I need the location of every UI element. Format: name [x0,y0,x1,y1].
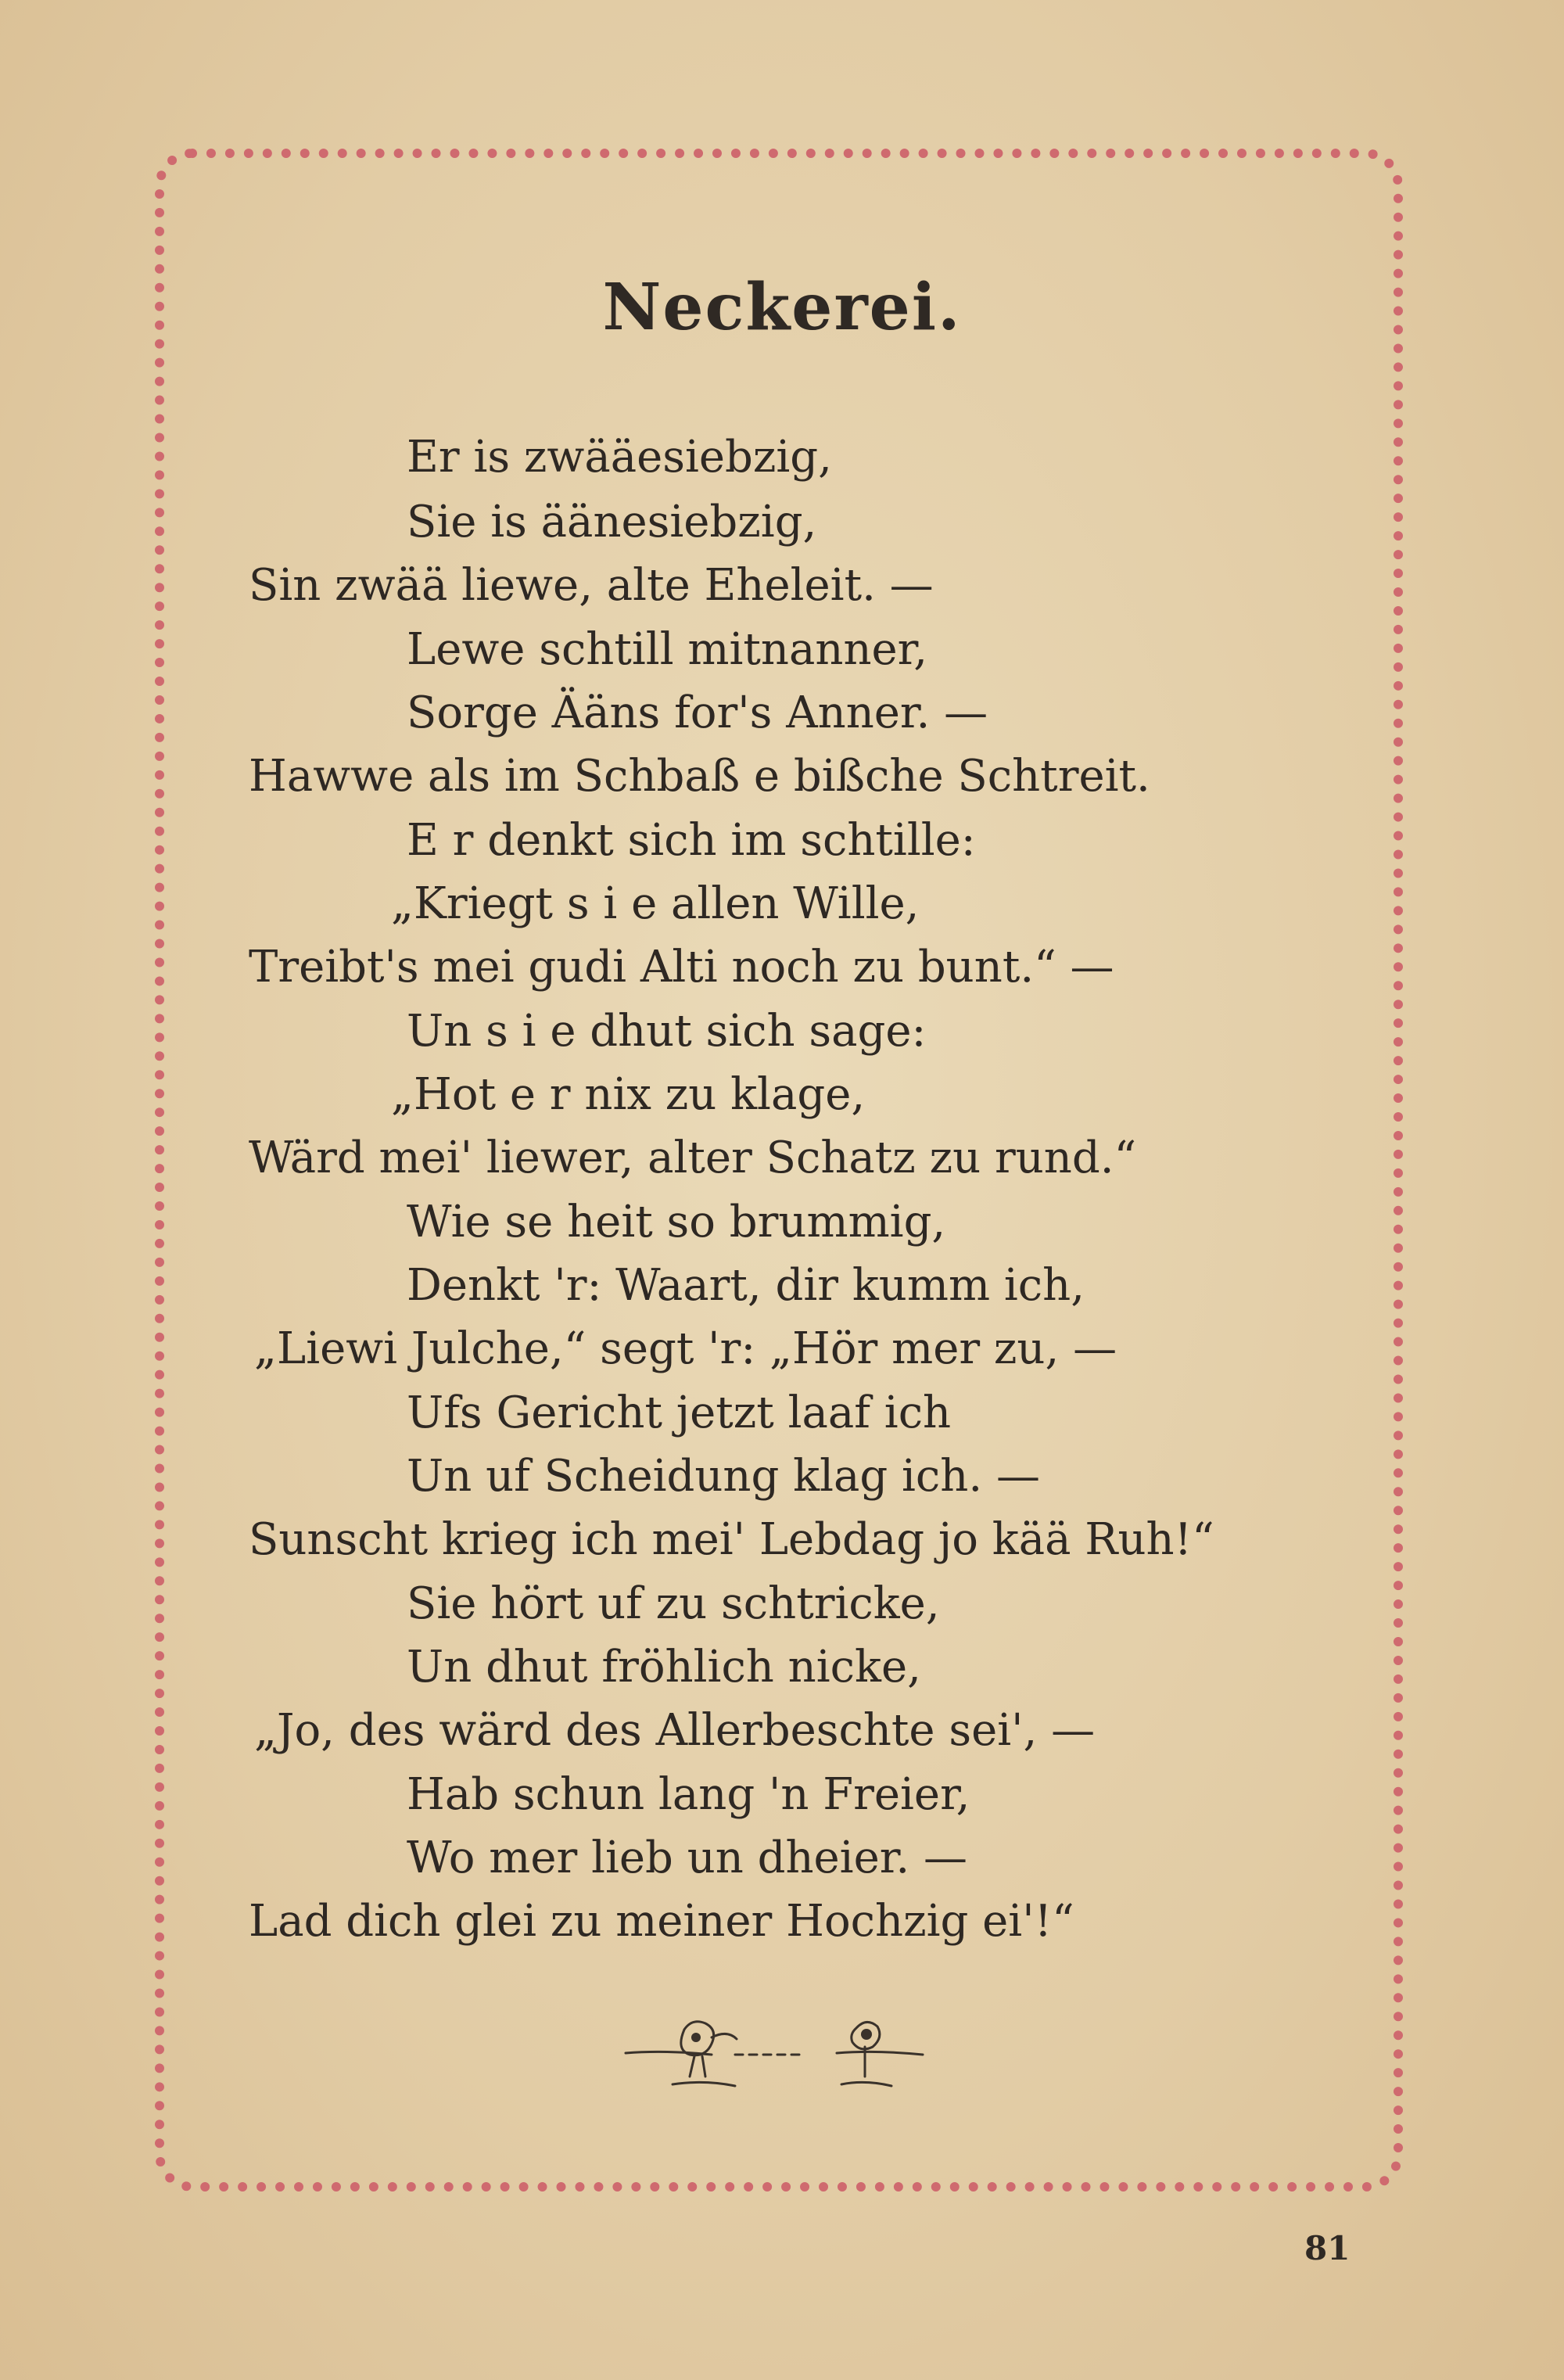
poem-line: Sin zwää liewe, alte Eheleit. — [249,560,934,611]
poem-line: Sie is äänesiebzig, [407,497,817,547]
poem-line: Sunscht krieg ich mei' Lebdag jo kää Ruh!“ [249,1514,1214,1565]
poem-line: E r denkt sich im schtille: [407,815,976,866]
poem-line: Wo mer lieb un dheier. — [407,1833,967,1883]
poem-line: Un dhut fröhlich nicke, [407,1642,921,1693]
poem-line: „Hot e r nix zu klage, [391,1069,866,1120]
poem-line: Sorge Ääns for's Anner. — [407,687,988,738]
page-number: 81 [1304,2229,1351,2267]
poem-line: Ufs Gericht jetzt laaf ich [407,1387,952,1438]
poem-line: Hab schun lang 'n Freier, [407,1769,970,1820]
poem-line: Sie hört uf zu schtricke, [407,1578,940,1629]
poem-line: „Jo, des wärd des Allerbeschte sei', — [254,1705,1096,1756]
poem-line: Lad dich glei zu meiner Hochzig ei'!“ [249,1896,1074,1947]
poem-line: Denkt 'r: Waart, dir kumm ich, [407,1260,1085,1311]
poem-line: „Kriegt s i e allen Wille, [391,878,920,929]
poem-title: Neckerei. [602,270,962,345]
poem-line: Wärd mei' liewer, alter Schatz zu rund.“ [249,1133,1137,1183]
bird-vignette-icon [618,1998,931,2108]
poem-line: Hawwe als im Schbaß e bißche Schtreit. [249,751,1150,802]
poem-line: Un s i e dhut sich sage: [407,1006,927,1057]
poem-line: Er is zwääesiebzig, [407,432,832,483]
poem-line: Wie se heit so brummig, [407,1197,946,1247]
poem-line: Un uf Scheidung klag ich. — [407,1451,1040,1502]
poem-line: Lewe schtill mitnanner, [407,624,928,675]
poem-line: Treibt's mei gudi Alti noch zu bunt.“ — [249,942,1114,993]
poem-line: „Liewi Julche,“ segt 'r: „Hör mer zu, — [254,1323,1117,1374]
